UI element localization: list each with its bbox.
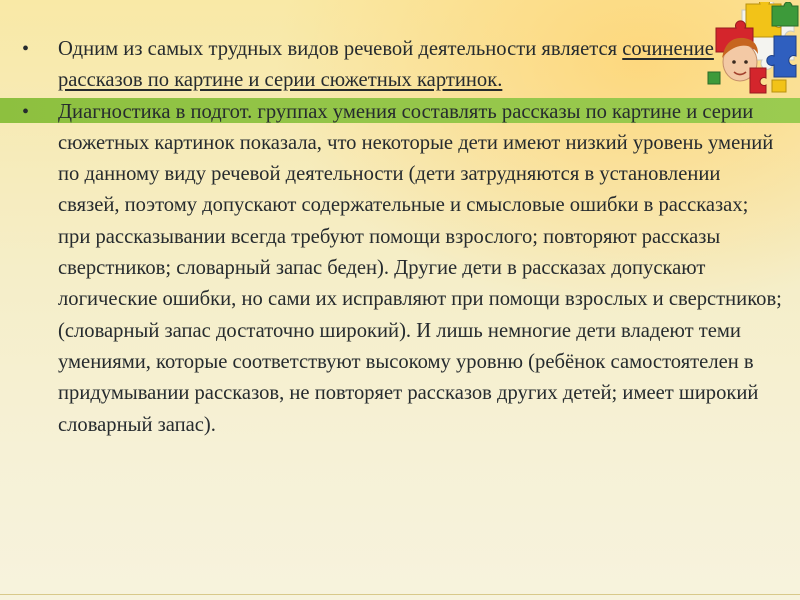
bottom-divider: [0, 594, 800, 595]
bullet-text-2: Диагностика в подгот. группах умения составлять рассказы по картине и серии сюжетных картинок показала, что некоторые дети имеют низкий уровень умений по данному виду речевой деятельности (дети затрудняются в установлении связей, поэтому допускают содержательные и смысловые ошибки в рассказах; при рассказывании всегда требуют помощи взрослого; повторяют рассказы сверстников; словарный запас беден). Другие дети в рассказах допускают логические ошибки, но сами их исправляют при помощи взрослых и сверстников; (словарный запас достаточно широкий). И лишь немногие дети владеют теми умениями, которые соответствуют высокому уровню (ребёнок самостоятелен в придумывании рассказов, не повторяет рассказов других детей; имеет широкий словарный запас).: [58, 100, 782, 436]
bullet-dot: •: [22, 100, 30, 123]
bullet-item-2: [22, 97, 782, 441]
bullet-item-1: [22, 34, 782, 97]
bullet-dot: •: [22, 38, 30, 60]
bullet-underlined-text: сочинение рассказов по картине и серии сюжетных картинок.: [58, 38, 714, 92]
bullet-list: [22, 34, 782, 441]
bullet-text-1: Одним из самых трудных видов речевой деятельности является: [58, 38, 623, 60]
